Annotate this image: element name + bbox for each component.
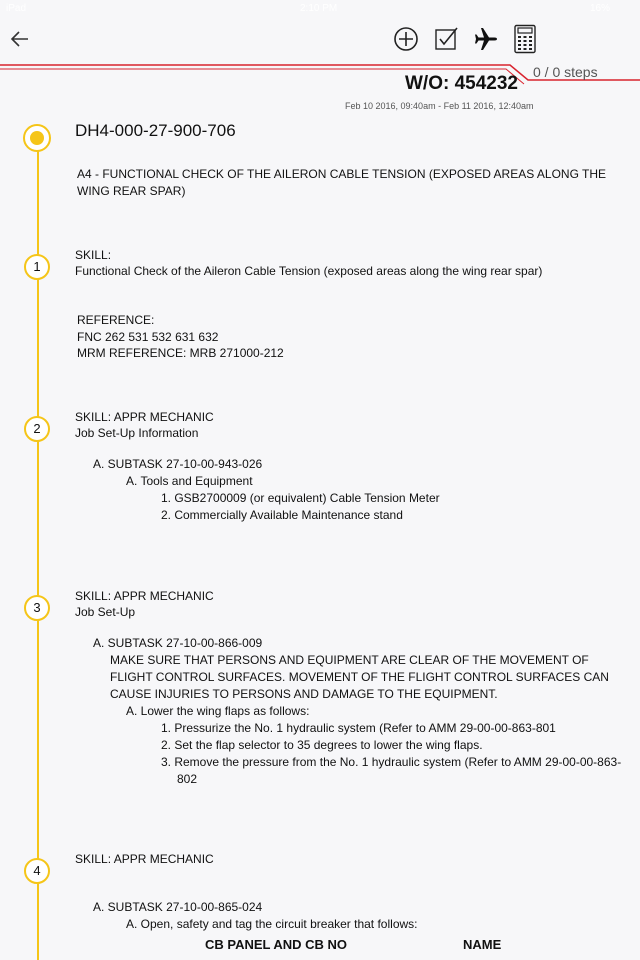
step-3-item-2: 2. Set the flap selector to 35 degrees to lower the wing flaps. (161, 738, 483, 752)
step-node-2[interactable]: 2 (24, 416, 50, 442)
step-3-subtask: A. SUBTASK 27-10-00-866-009 (93, 636, 263, 650)
step-2-item-1: 1. GSB2700009 (or equivalent) Cable Tension Meter (161, 491, 440, 505)
date-range: Feb 10 2016, 09:40am - Feb 11 2016, 12:40am (345, 101, 534, 111)
step-node-1[interactable]: 1 (24, 254, 50, 280)
table-header-cb-panel: CB PANEL AND CB NO (205, 937, 348, 952)
checkbox-icon[interactable] (433, 26, 459, 52)
back-arrow-icon[interactable] (10, 28, 30, 50)
step-3-description: Job Set-Up (75, 605, 136, 619)
step-2-subtask: A. SUBTASK 27-10-00-943-026 (93, 457, 263, 471)
step-3-sub-a: A. Lower the wing flaps as follows: (126, 704, 310, 718)
carrier-label: iPad (6, 3, 27, 14)
current-step-node[interactable] (23, 124, 51, 152)
step-1-description: Functional Check of the Aileron Cable Tension (exposed areas along the wing rear spar) (75, 264, 543, 278)
step-3-warning: MAKE SURE THAT PERSONS AND EQUIPMENT ARE CLEAR OF THE MOVEMENT OF FLIGHT CONTROL SURFACES. MOVEMENT OF THE FLIGHT CONTROL SURFACES CAN CAUSE INJURIES TO PERSONS AND DAMAGE TO THE EQUIPMENT. (110, 653, 609, 701)
step-4-subtask: A. SUBTASK 27-10-00-865-024 (93, 900, 263, 914)
add-circle-icon[interactable] (393, 26, 419, 52)
task-number: DH4-000-27-900-706 (75, 121, 236, 140)
clock-label: 2:10 PM (300, 3, 338, 14)
reference-mrm: MRM REFERENCE: MRB 271000-212 (77, 346, 284, 360)
step-2-item-2: 2. Commercially Available Maintenance stand (161, 508, 403, 522)
step-node-4[interactable]: 4 (24, 858, 50, 884)
step-2-skill: SKILL: APPR MECHANIC (75, 410, 214, 424)
step-3-item-1: 1. Pressurize the No. 1 hydraulic system (Refer to AMM 29-00-00-863-801 (161, 721, 556, 735)
status-bar (0, 0, 640, 18)
step-node-3[interactable]: 3 (24, 595, 50, 621)
step-4-sub-a: A. Open, safety and tag the circuit breaker that follows: (126, 917, 418, 931)
step-4-skill: SKILL: APPR MECHANIC (75, 852, 214, 866)
work-order-number: W/O: 454232 (405, 73, 518, 94)
current-step-dot (30, 131, 44, 145)
step-2-sub-a: A. Tools and Equipment (126, 474, 253, 488)
table-header-name: NAME (463, 937, 502, 952)
reference-fnc: FNC 262 531 532 631 632 (77, 330, 219, 344)
steps-progress: 0 / 0 steps (533, 64, 598, 80)
step-1-skill: SKILL: (75, 248, 112, 262)
step-2-description: Job Set-Up Information (75, 426, 199, 440)
step-3-item-3: 3. Remove the pressure from the No. 1 hydraulic system (Refer to AMM 29-00-00-863-802 (161, 755, 622, 786)
airplane-icon[interactable] (473, 26, 499, 52)
task-title: A4 - FUNCTIONAL CHECK OF THE AILERON CABLE TENSION (EXPOSED AREAS ALONG THE WING REAR SPAR) (77, 167, 607, 198)
reference-label: REFERENCE: (77, 313, 155, 327)
battery-label: 16% (590, 3, 611, 14)
step-3-skill: SKILL: APPR MECHANIC (75, 589, 214, 603)
calculator-icon[interactable] (513, 24, 537, 54)
